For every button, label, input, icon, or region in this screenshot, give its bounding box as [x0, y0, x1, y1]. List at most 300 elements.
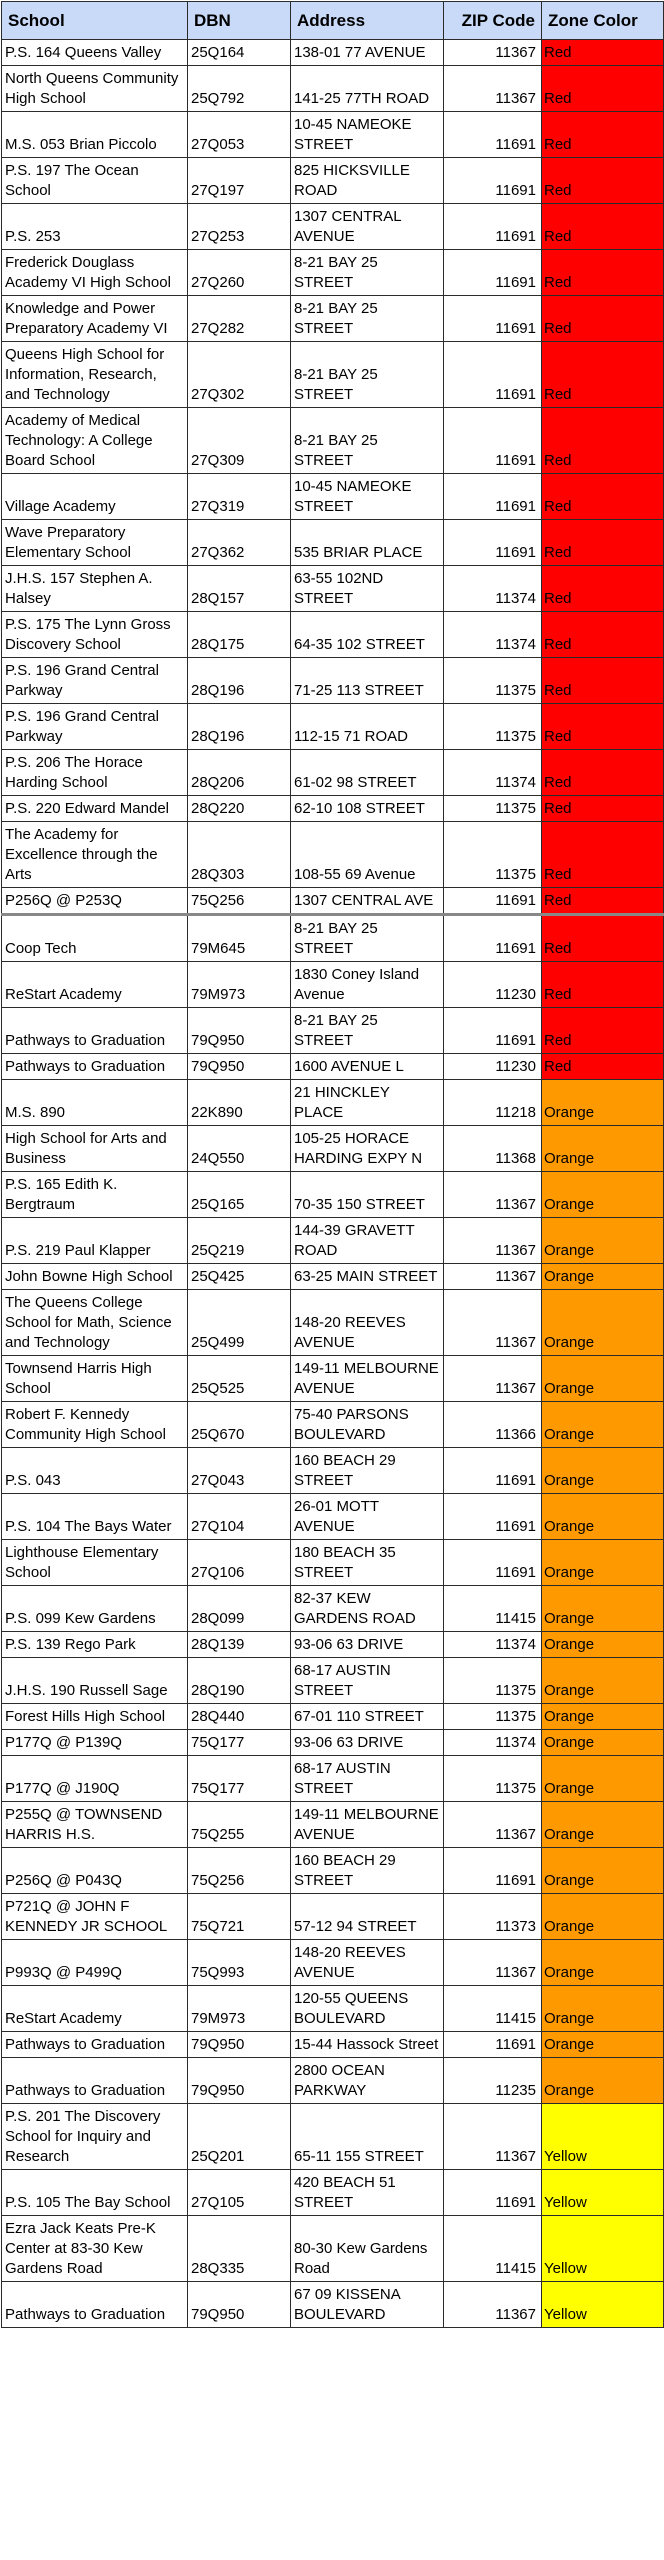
table-row [2, 566, 664, 612]
zip-code-cell: 11691 [444, 1848, 542, 1894]
zone-color-cell: Red [542, 112, 664, 158]
zip-code-cell: 11218 [444, 1080, 542, 1126]
table-row [2, 1264, 664, 1290]
school-cell: P.S. 219 Paul Klapper [2, 1218, 188, 1264]
zip-code-cell: 11375 [444, 796, 542, 822]
school-cell: Academy of Medical Technology: A College Board School [2, 408, 188, 474]
school-cell: P.S. 164 Queens Valley [2, 40, 188, 66]
dbn-cell: 75Q177 [188, 1756, 291, 1802]
dbn-cell: 27Q043 [188, 1448, 291, 1494]
zip-code-cell: 11691 [444, 915, 542, 962]
zip-code-cell: 11374 [444, 1730, 542, 1756]
zip-code-cell: 11691 [444, 1494, 542, 1540]
zone-color-cell: Orange [542, 1940, 664, 1986]
dbn-cell: 75Q993 [188, 1940, 291, 1986]
school-cell: P993Q @ P499Q [2, 1940, 188, 1986]
school-cell: Frederick Douglass Academy VI High School [2, 250, 188, 296]
school-cell: P.S. 139 Rego Park [2, 1632, 188, 1658]
zone-color-cell: Red [542, 408, 664, 474]
zip-code-cell: 11691 [444, 474, 542, 520]
table-row [2, 888, 664, 915]
dbn-cell: 75Q177 [188, 1730, 291, 1756]
zone-color-cell: Red [542, 66, 664, 112]
dbn-cell: 25Q525 [188, 1356, 291, 1402]
dbn-cell: 28Q196 [188, 704, 291, 750]
address-cell: 148-20 REEVES AVENUE [291, 1290, 444, 1356]
header-zip-code: ZIP Code [444, 2, 542, 40]
address-cell: 149-11 MELBOURNE AVENUE [291, 1802, 444, 1848]
table-row [2, 1402, 664, 1448]
school-cell: P256Q @ P043Q [2, 1848, 188, 1894]
table-row [2, 1080, 664, 1126]
school-cell: Lighthouse Elementary School [2, 1540, 188, 1586]
table-row [2, 2282, 664, 2328]
zip-code-cell: 11691 [444, 342, 542, 408]
zip-code-cell: 11691 [444, 1008, 542, 1054]
school-cell: P721Q @ JOHN F KENNEDY JR SCHOOL [2, 1894, 188, 1940]
zip-code-cell: 11375 [444, 1704, 542, 1730]
zone-color-cell: Orange [542, 1290, 664, 1356]
dbn-cell: 27Q302 [188, 342, 291, 408]
zip-code-cell: 11367 [444, 66, 542, 112]
school-cell: Townsend Harris High School [2, 1356, 188, 1402]
zip-code-cell: 11367 [444, 40, 542, 66]
school-cell: Pathways to Graduation [2, 1008, 188, 1054]
address-cell: 15-44 Hassock Street [291, 2032, 444, 2058]
address-cell: 138-01 77 AVENUE [291, 40, 444, 66]
table-row [2, 40, 664, 66]
dbn-cell: 25Q670 [188, 1402, 291, 1448]
dbn-cell: 25Q792 [188, 66, 291, 112]
header-school: School [2, 2, 188, 40]
zone-color-cell: Red [542, 40, 664, 66]
zip-code-cell: 11367 [444, 2282, 542, 2328]
school-cell: P.S. 196 Grand Central Parkway [2, 658, 188, 704]
address-cell: 68-17 AUSTIN STREET [291, 1658, 444, 1704]
school-cell: P.S. 105 The Bay School [2, 2170, 188, 2216]
zone-color-cell: Red [542, 750, 664, 796]
table-row [2, 1126, 664, 1172]
zone-color-cell: Yellow [542, 2282, 664, 2328]
school-zone-table [1, 1, 664, 2328]
address-cell: 63-55 102ND STREET [291, 566, 444, 612]
table-row [2, 2058, 664, 2104]
zone-color-cell: Red [542, 250, 664, 296]
zone-color-cell: Red [542, 962, 664, 1008]
dbn-cell: 27Q260 [188, 250, 291, 296]
zip-code-cell: 11367 [444, 1264, 542, 1290]
zone-color-cell: Orange [542, 1126, 664, 1172]
school-cell: P.S. 196 Grand Central Parkway [2, 704, 188, 750]
dbn-cell: 79Q950 [188, 1054, 291, 1080]
zone-color-cell: Red [542, 520, 664, 566]
zip-code-cell: 11230 [444, 962, 542, 1008]
zone-color-cell: Orange [542, 1448, 664, 1494]
dbn-cell: 27Q106 [188, 1540, 291, 1586]
zip-code-cell: 11691 [444, 1540, 542, 1586]
zip-code-cell: 11691 [444, 112, 542, 158]
school-cell: J.H.S. 157 Stephen A. Halsey [2, 566, 188, 612]
dbn-cell: 28Q206 [188, 750, 291, 796]
table-row [2, 250, 664, 296]
dbn-cell: 25Q499 [188, 1290, 291, 1356]
school-cell: P.S. 165 Edith K. Bergtraum [2, 1172, 188, 1218]
school-cell: The Queens College School for Math, Science and Technology [2, 1290, 188, 1356]
zip-code-cell: 11235 [444, 2058, 542, 2104]
zip-code-cell: 11374 [444, 612, 542, 658]
dbn-cell: 28Q190 [188, 1658, 291, 1704]
address-cell: 108-55 69 Avenue [291, 822, 444, 888]
zip-code-cell: 11373 [444, 1894, 542, 1940]
address-cell: 93-06 63 DRIVE [291, 1730, 444, 1756]
address-cell: 67 09 KISSENA BOULEVARD [291, 2282, 444, 2328]
school-cell: P256Q @ P253Q [2, 888, 188, 915]
zip-code-cell: 11368 [444, 1126, 542, 1172]
zip-code-cell: 11415 [444, 1586, 542, 1632]
zip-code-cell: 11415 [444, 1986, 542, 2032]
school-cell: Pathways to Graduation [2, 2282, 188, 2328]
dbn-cell: 79M645 [188, 915, 291, 962]
dbn-cell: 75Q256 [188, 888, 291, 915]
address-cell: 63-25 MAIN STREET [291, 1264, 444, 1290]
zone-color-cell: Orange [542, 1540, 664, 1586]
address-cell: 1307 CENTRAL AVENUE [291, 204, 444, 250]
zone-color-cell: Orange [542, 1730, 664, 1756]
zone-color-cell: Orange [542, 1080, 664, 1126]
school-cell: P.S. 220 Edward Mandel [2, 796, 188, 822]
dbn-cell: 75Q721 [188, 1894, 291, 1940]
address-cell: 8-21 BAY 25 STREET [291, 408, 444, 474]
zone-color-cell: Orange [542, 1894, 664, 1940]
zone-color-cell: Orange [542, 2058, 664, 2104]
zip-code-cell: 11230 [444, 1054, 542, 1080]
table-row [2, 2032, 664, 2058]
zip-code-cell: 11374 [444, 566, 542, 612]
dbn-cell: 75Q255 [188, 1802, 291, 1848]
dbn-cell: 27Q197 [188, 158, 291, 204]
table-row [2, 1218, 664, 1264]
dbn-cell: 28Q220 [188, 796, 291, 822]
address-cell: 1307 CENTRAL AVE [291, 888, 444, 915]
school-cell: M.S. 053 Brian Piccolo [2, 112, 188, 158]
zip-code-cell: 11375 [444, 822, 542, 888]
zone-color-cell: Orange [542, 1218, 664, 1264]
school-cell: P.S. 253 [2, 204, 188, 250]
table-body [2, 40, 664, 2328]
school-cell: Wave Preparatory Elementary School [2, 520, 188, 566]
school-cell: P177Q @ P139Q [2, 1730, 188, 1756]
address-cell: 75-40 PARSONS BOULEVARD [291, 1402, 444, 1448]
dbn-cell: 25Q425 [188, 1264, 291, 1290]
table-header [2, 2, 664, 40]
zip-code-cell: 11691 [444, 204, 542, 250]
zip-code-cell: 11374 [444, 1632, 542, 1658]
address-cell: 8-21 BAY 25 STREET [291, 296, 444, 342]
zip-code-cell: 11691 [444, 888, 542, 915]
school-cell: Knowledge and Power Preparatory Academy VI [2, 296, 188, 342]
dbn-cell: 28Q196 [188, 658, 291, 704]
address-cell: 64-35 102 STREET [291, 612, 444, 658]
table-row [2, 796, 664, 822]
table-row [2, 1494, 664, 1540]
school-cell: Pathways to Graduation [2, 1054, 188, 1080]
table-row [2, 704, 664, 750]
school-cell: P.S. 104 The Bays Water [2, 1494, 188, 1540]
zip-code-cell: 11367 [444, 2104, 542, 2170]
zone-color-cell: Yellow [542, 2104, 664, 2170]
address-cell: 61-02 98 STREET [291, 750, 444, 796]
dbn-cell: 28Q175 [188, 612, 291, 658]
school-cell: Ezra Jack Keats Pre-K Center at 83-30 Kew Gardens Road [2, 2216, 188, 2282]
header-zone-color: Zone Color [542, 2, 664, 40]
address-cell: 65-11 155 STREET [291, 2104, 444, 2170]
dbn-cell: 28Q157 [188, 566, 291, 612]
school-cell: North Queens Community High School [2, 66, 188, 112]
dbn-cell: 25Q164 [188, 40, 291, 66]
zip-code-cell: 11691 [444, 2170, 542, 2216]
zip-code-cell: 11367 [444, 1356, 542, 1402]
zip-code-cell: 11374 [444, 750, 542, 796]
zone-color-cell: Orange [542, 1494, 664, 1540]
zone-color-cell: Red [542, 796, 664, 822]
school-cell: The Academy for Excellence through the Arts [2, 822, 188, 888]
zip-code-cell: 11691 [444, 520, 542, 566]
school-cell: Queens High School for Information, Research, and Technology [2, 342, 188, 408]
dbn-cell: 27Q053 [188, 112, 291, 158]
zone-color-cell: Orange [542, 1356, 664, 1402]
zip-code-cell: 11375 [444, 704, 542, 750]
address-cell: 8-21 BAY 25 STREET [291, 915, 444, 962]
dbn-cell: 79M973 [188, 1986, 291, 2032]
address-cell: 67-01 110 STREET [291, 1704, 444, 1730]
address-cell: 2800 OCEAN PARKWAY [291, 2058, 444, 2104]
table-row [2, 1054, 664, 1080]
table-row [2, 66, 664, 112]
dbn-cell: 24Q550 [188, 1126, 291, 1172]
table-row [2, 2104, 664, 2170]
zone-color-cell: Red [542, 822, 664, 888]
address-cell: 8-21 BAY 25 STREET [291, 250, 444, 296]
table-row [2, 1658, 664, 1704]
zip-code-cell: 11691 [444, 158, 542, 204]
zip-code-cell: 11691 [444, 408, 542, 474]
address-cell: 68-17 AUSTIN STREET [291, 1756, 444, 1802]
school-cell: John Bowne High School [2, 1264, 188, 1290]
dbn-cell: 27Q309 [188, 408, 291, 474]
address-cell: 112-15 71 ROAD [291, 704, 444, 750]
table-row [2, 342, 664, 408]
school-cell: Coop Tech [2, 915, 188, 962]
school-cell: P.S. 197 The Ocean School [2, 158, 188, 204]
table-row [2, 1356, 664, 1402]
school-cell: Robert F. Kennedy Community High School [2, 1402, 188, 1448]
table-row [2, 112, 664, 158]
table-row [2, 296, 664, 342]
dbn-cell: 27Q253 [188, 204, 291, 250]
table-row [2, 1986, 664, 2032]
zone-color-cell: Red [542, 1008, 664, 1054]
dbn-cell: 28Q099 [188, 1586, 291, 1632]
table-row [2, 474, 664, 520]
zone-color-cell: Yellow [542, 2216, 664, 2282]
address-cell: 144-39 GRAVETT ROAD [291, 1218, 444, 1264]
dbn-cell: 22K890 [188, 1080, 291, 1126]
school-cell: P.S. 206 The Horace Harding School [2, 750, 188, 796]
address-cell: 160 BEACH 29 STREET [291, 1448, 444, 1494]
zone-color-cell: Yellow [542, 2170, 664, 2216]
dbn-cell: 79Q950 [188, 2032, 291, 2058]
zone-color-cell: Orange [542, 1658, 664, 1704]
school-cell: ReStart Academy [2, 962, 188, 1008]
zip-code-cell: 11367 [444, 1940, 542, 1986]
table-row [2, 158, 664, 204]
address-cell: 1830 Coney Island Avenue [291, 962, 444, 1008]
zone-color-cell: Red [542, 1054, 664, 1080]
address-cell: 70-35 150 STREET [291, 1172, 444, 1218]
zone-color-cell: Red [542, 888, 664, 915]
address-cell: 149-11 MELBOURNE AVENUE [291, 1356, 444, 1402]
dbn-cell: 27Q105 [188, 2170, 291, 2216]
dbn-cell: 79Q950 [188, 2282, 291, 2328]
school-cell: Forest Hills High School [2, 1704, 188, 1730]
table-row [2, 1894, 664, 1940]
zone-color-cell: Red [542, 342, 664, 408]
table-row [2, 520, 664, 566]
table-row [2, 915, 664, 962]
zone-color-cell: Orange [542, 1802, 664, 1848]
zip-code-cell: 11375 [444, 658, 542, 704]
dbn-cell: 27Q282 [188, 296, 291, 342]
dbn-cell: 28Q303 [188, 822, 291, 888]
zip-code-cell: 11691 [444, 296, 542, 342]
address-cell: 105-25 HORACE HARDING EXPY N [291, 1126, 444, 1172]
address-cell: 80-30 Kew Gardens Road [291, 2216, 444, 2282]
table-row [2, 204, 664, 250]
address-cell: 93-06 63 DRIVE [291, 1632, 444, 1658]
zone-color-cell: Orange [542, 1172, 664, 1218]
zone-color-cell: Red [542, 296, 664, 342]
address-cell: 148-20 REEVES AVENUE [291, 1940, 444, 1986]
address-cell: 10-45 NAMEOKE STREET [291, 112, 444, 158]
address-cell: 535 BRIAR PLACE [291, 520, 444, 566]
address-cell: 8-21 BAY 25 STREET [291, 1008, 444, 1054]
school-cell: P255Q @ TOWNSEND HARRIS H.S. [2, 1802, 188, 1848]
address-cell: 10-45 NAMEOKE STREET [291, 474, 444, 520]
table-row [2, 1448, 664, 1494]
dbn-cell: 27Q319 [188, 474, 291, 520]
zone-color-cell: Red [542, 658, 664, 704]
table-row [2, 612, 664, 658]
table-row [2, 408, 664, 474]
table-row [2, 2170, 664, 2216]
zone-color-cell: Red [542, 474, 664, 520]
dbn-cell: 79Q950 [188, 2058, 291, 2104]
zip-code-cell: 11367 [444, 1218, 542, 1264]
table-row [2, 1008, 664, 1054]
address-cell: 141-25 77TH ROAD [291, 66, 444, 112]
zone-color-cell: Orange [542, 2032, 664, 2058]
address-cell: 26-01 MOTT AVENUE [291, 1494, 444, 1540]
zone-color-cell: Orange [542, 1586, 664, 1632]
dbn-cell: 25Q219 [188, 1218, 291, 1264]
zip-code-cell: 11691 [444, 250, 542, 296]
table-row [2, 962, 664, 1008]
zone-color-cell: Red [542, 158, 664, 204]
zip-code-cell: 11691 [444, 2032, 542, 2058]
address-cell: 825 HICKSVILLE ROAD [291, 158, 444, 204]
school-cell: P.S. 201 The Discovery School for Inquiry and Research [2, 2104, 188, 2170]
address-cell: 1600 AVENUE L [291, 1054, 444, 1080]
table-row [2, 1586, 664, 1632]
zip-code-cell: 11367 [444, 1802, 542, 1848]
table-row [2, 1730, 664, 1756]
zone-color-cell: Red [542, 566, 664, 612]
school-cell: ReStart Academy [2, 1986, 188, 2032]
zip-code-cell: 11375 [444, 1756, 542, 1802]
dbn-cell: 27Q104 [188, 1494, 291, 1540]
zone-color-cell: Red [542, 612, 664, 658]
address-cell: 62-10 108 STREET [291, 796, 444, 822]
address-cell: 180 BEACH 35 STREET [291, 1540, 444, 1586]
school-cell: J.H.S. 190 Russell Sage [2, 1658, 188, 1704]
address-cell: 120-55 QUEENS BOULEVARD [291, 1986, 444, 2032]
zip-code-cell: 11415 [444, 2216, 542, 2282]
table-row [2, 1540, 664, 1586]
dbn-cell: 28Q335 [188, 2216, 291, 2282]
dbn-cell: 75Q256 [188, 1848, 291, 1894]
address-cell: 71-25 113 STREET [291, 658, 444, 704]
zone-color-cell: Red [542, 915, 664, 962]
table-row [2, 1940, 664, 1986]
zone-color-cell: Orange [542, 1704, 664, 1730]
table-row [2, 658, 664, 704]
table-row [2, 1172, 664, 1218]
school-cell: P.S. 043 [2, 1448, 188, 1494]
zone-color-cell: Orange [542, 1632, 664, 1658]
dbn-cell: 27Q362 [188, 520, 291, 566]
table-row [2, 2216, 664, 2282]
zip-code-cell: 11366 [444, 1402, 542, 1448]
table-row [2, 822, 664, 888]
zone-color-cell: Orange [542, 1986, 664, 2032]
header-address: Address [291, 2, 444, 40]
header-row [2, 2, 664, 40]
school-cell: P177Q @ J190Q [2, 1756, 188, 1802]
zip-code-cell: 11367 [444, 1172, 542, 1218]
table-row [2, 1848, 664, 1894]
zone-color-cell: Red [542, 204, 664, 250]
address-cell: 420 BEACH 51 STREET [291, 2170, 444, 2216]
school-cell: Pathways to Graduation [2, 2032, 188, 2058]
school-cell: P.S. 099 Kew Gardens [2, 1586, 188, 1632]
address-cell: 8-21 BAY 25 STREET [291, 342, 444, 408]
address-cell: 57-12 94 STREET [291, 1894, 444, 1940]
table-row [2, 1632, 664, 1658]
dbn-cell: 28Q139 [188, 1632, 291, 1658]
table-row [2, 1704, 664, 1730]
zone-color-cell: Red [542, 704, 664, 750]
school-cell: High School for Arts and Business [2, 1126, 188, 1172]
address-cell: 82-37 KEW GARDENS ROAD [291, 1586, 444, 1632]
table-row [2, 1756, 664, 1802]
school-cell: M.S. 890 [2, 1080, 188, 1126]
dbn-cell: 79Q950 [188, 1008, 291, 1054]
school-cell: P.S. 175 The Lynn Gross Discovery School [2, 612, 188, 658]
zone-color-cell: Orange [542, 1402, 664, 1448]
zip-code-cell: 11367 [444, 1290, 542, 1356]
table-row [2, 750, 664, 796]
zone-color-cell: Orange [542, 1848, 664, 1894]
